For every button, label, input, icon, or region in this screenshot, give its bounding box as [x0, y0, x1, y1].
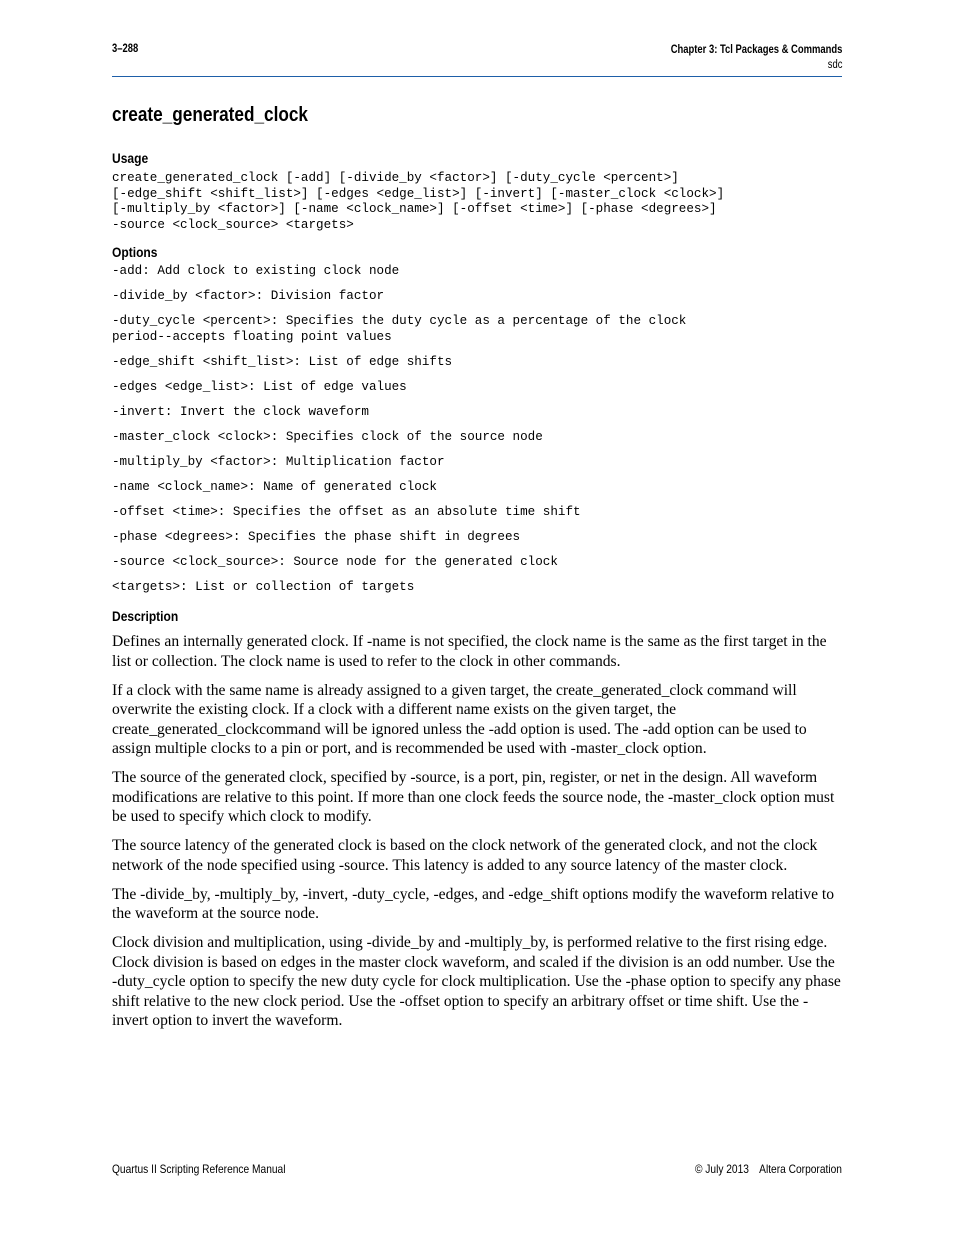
option-item: -multiply_by <factor>: Multiplication factor [112, 454, 445, 469]
option-item: <targets>: List or collection of targets [112, 579, 415, 594]
option-item: -invert: Invert the clock waveform [112, 404, 369, 419]
main-content [112, 104, 842, 1040]
description-paragraph: The -divide_by, -multiply_by, -invert, -duty_cycle, -edges, and -edge_shift options modify the waveform relative to the waveform at the source node. [112, 885, 835, 922]
description-paragraph: Defines an internally generated clock. If -name is not specified, the clock name is the same as the first target in the list or collection. The clock name is used to refer to the clock in other commands. [112, 633, 827, 670]
description-paragraph: The source latency of the generated clock is based on the clock network of the generated clock, and not the clock network of the node specified using -source. This latency is added to any source latency of the master clock. [112, 837, 818, 874]
option-item: -edge_shift <shift_list>: List of edge shifts [112, 354, 453, 369]
usage-line: -source <clock_source> <targets> [112, 217, 354, 232]
option-item: -name <clock_name>: Name of generated clock [112, 479, 437, 494]
option-item: -offset <time>: Specifies the offset as an absolute time shift [112, 504, 581, 519]
options-heading: Options [112, 244, 158, 260]
option-item: -add: Add clock to existing clock node [112, 264, 400, 278]
description-paragraph: The source of the generated clock, specified by -source, is a port, pin, register, or net in the design. All waveform modifications are relative to this point. If more than one clock feeds the source node, the -master_clock option must be used to specify which clock to modify. [112, 769, 835, 825]
usage-line: create_generated_clock [-add] [-divide_by <factor>] [-duty_cycle <percent>] [112, 171, 679, 185]
section-name: sdc [827, 59, 842, 71]
description-heading: Description [112, 608, 179, 624]
option-item: -edges <edge_list>: List of edge values [112, 379, 407, 394]
command-title: create_generated_clock [112, 104, 309, 126]
footer-date: © July 2013 [695, 1162, 750, 1176]
option-item: -duty_cycle <percent>: Specifies the duty cycle as a percentage of the clock period--accepts floating point values [112, 314, 687, 344]
options-list [112, 264, 842, 595]
usage-code-block [112, 171, 842, 233]
usage-line: [-edge_shift <shift_list>] [-edges <edge_list>] [-invert] [-master_clock <clock>] [112, 186, 725, 201]
usage-heading: Usage [112, 150, 149, 166]
header-rule [112, 76, 842, 77]
usage-line: [-multiply_by <factor>] [-name <clock_name>] [-offset <time>] [-phase <degrees>] [112, 202, 717, 216]
page-number: 3–288 [112, 43, 139, 55]
option-item: -master_clock <clock>: Specifies clock of the source node [112, 429, 543, 444]
footer-manual-title: Quartus II Scripting Reference Manual [112, 1162, 286, 1176]
running-header [670, 43, 842, 73]
option-item: -phase <degrees>: Specifies the phase shift in degrees [112, 529, 521, 544]
option-item: -source <clock_source>: Source node for the generated clock [112, 554, 558, 569]
footer-copyright [695, 1162, 842, 1176]
description-paragraph: Clock division and multiplication, using -divide_by and -multiply_by, is performed relative to the first rising edge. Clock division is based on edges in the master clock waveform, and scaled if the division is an odd number. Use the -duty_cycle option to specify the new duty cycle for clock multiplication. Use the -phase option to specify any phase shift relative to the new clock period. Use the -offset option to specify an arbitrary offset or time shift. Use the -invert option to invert the waveform. [112, 934, 841, 1029]
chapter-title: Chapter 3: Tcl Packages & Commands [670, 44, 842, 56]
footer-company: Altera Corporation [759, 1162, 842, 1176]
option-item: -divide_by <factor>: Division factor [112, 289, 385, 303]
description-body [112, 632, 842, 1031]
description-paragraph: If a clock with the same name is already assigned to a given target, the create_generated_clock command will overwrite the existing clock. If a clock with a different name exists on the given target, the create_generated_clockcommand will be ignored unless the -add option is used. The -add option can be used to assign multiple clocks to a pin or port, and is recommended be used with -master_clock option. [112, 681, 807, 757]
